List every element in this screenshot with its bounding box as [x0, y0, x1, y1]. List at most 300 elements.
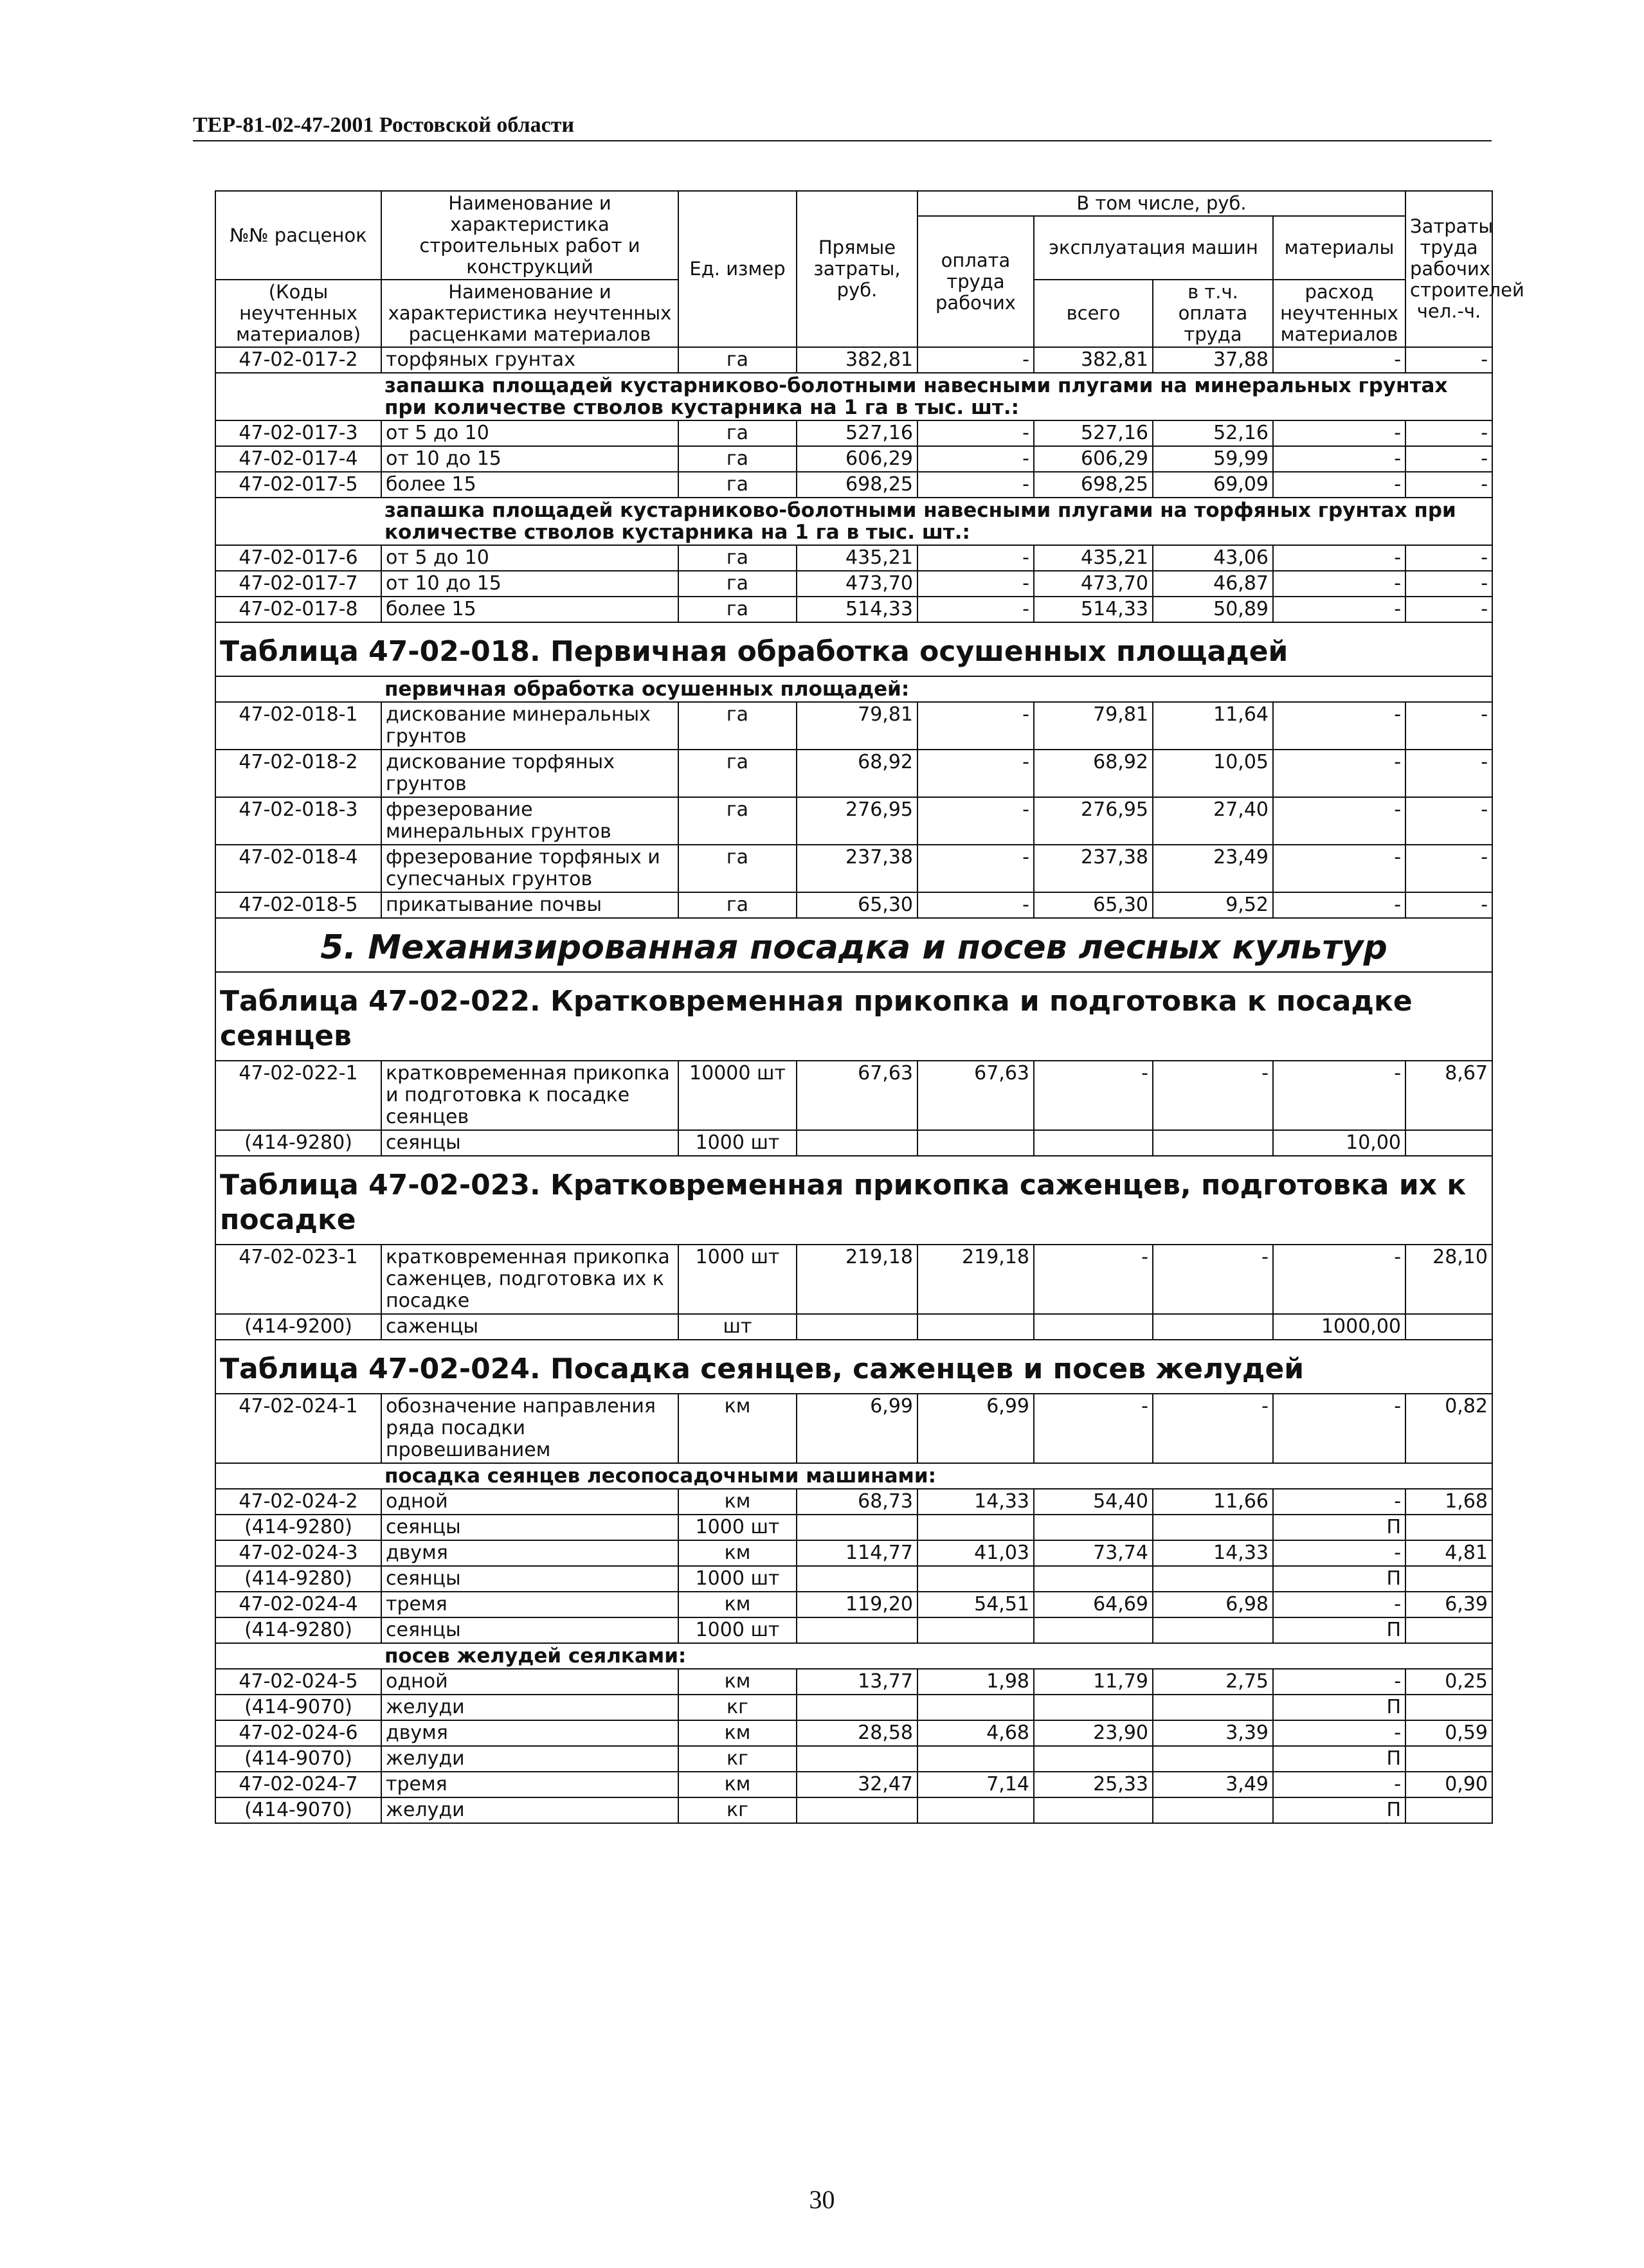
work-name: от 10 до 15 — [381, 571, 678, 597]
table-title-row — [215, 1340, 1492, 1394]
machines-labor: 27,40 — [1153, 797, 1273, 845]
direct-cost — [797, 1314, 917, 1340]
labor-cost: - — [1405, 446, 1492, 472]
labor-pay: - — [917, 420, 1034, 446]
direct-cost: 514,33 — [797, 597, 917, 622]
table-title-row — [215, 1156, 1492, 1245]
machines-labor: 43,06 — [1153, 545, 1273, 571]
table-row — [215, 1746, 1492, 1772]
machines-labor — [1153, 1566, 1273, 1592]
table-row — [215, 845, 1492, 892]
col-code-header: №№ расценок — [215, 191, 381, 280]
labor-pay: 6,99 — [917, 1394, 1034, 1463]
col-code-sub-header: (Коды неучтенных материалов) — [215, 280, 381, 347]
machines-labor: 14,33 — [1153, 1540, 1273, 1566]
rate-code: 47-02-017-6 — [215, 545, 381, 571]
work-name: фрезерование торфяных и супесчаных грунтов — [381, 845, 678, 892]
work-name: одной — [381, 1489, 678, 1515]
labor-pay — [917, 1746, 1034, 1772]
direct-cost: 13,77 — [797, 1669, 917, 1695]
table-row — [215, 1314, 1492, 1340]
group-heading: посадка сеянцев лесопосадочными машинами: — [215, 1463, 1492, 1489]
labor-cost: - — [1405, 797, 1492, 845]
labor-pay: - — [917, 472, 1034, 498]
machines-labor — [1153, 1746, 1273, 1772]
direct-cost: 698,25 — [797, 472, 917, 498]
machines-total: 79,81 — [1034, 702, 1153, 750]
materials: П — [1273, 1515, 1405, 1540]
labor-cost: 0,82 — [1405, 1394, 1492, 1463]
table-row — [215, 750, 1492, 797]
machines-total — [1034, 1130, 1153, 1156]
rate-code: 47-02-017-5 — [215, 472, 381, 498]
table-row — [215, 797, 1492, 845]
machines-total — [1034, 1797, 1153, 1823]
materials: П — [1273, 1746, 1405, 1772]
rate-code: 47-02-024-2 — [215, 1489, 381, 1515]
materials: П — [1273, 1695, 1405, 1720]
col-labor-header: Затраты труда рабочих строителей чел.-ч. — [1405, 191, 1492, 347]
labor-pay: - — [917, 545, 1034, 571]
machines-labor — [1153, 1797, 1273, 1823]
materials: - — [1273, 1061, 1405, 1130]
machines-labor — [1153, 1515, 1273, 1540]
materials: - — [1273, 702, 1405, 750]
rate-code: 47-02-024-3 — [215, 1540, 381, 1566]
rate-code: (414-9070) — [215, 1695, 381, 1720]
unit-cell: км — [678, 1540, 797, 1566]
group-heading: запашка площадей кустарниково-болотными навесными плугами на торфяных грунтах при количестве стволов кустарника на 1 га в тыс. шт.: — [215, 498, 1492, 545]
machines-total: 64,69 — [1034, 1592, 1153, 1617]
machines-labor: 11,66 — [1153, 1489, 1273, 1515]
machines-labor: 59,99 — [1153, 446, 1273, 472]
direct-cost: 527,16 — [797, 420, 917, 446]
labor-pay: - — [917, 892, 1034, 918]
materials: - — [1273, 845, 1405, 892]
group-heading-row — [215, 676, 1492, 702]
labor-pay: - — [917, 845, 1034, 892]
materials: П — [1273, 1617, 1405, 1643]
labor-pay: 7,14 — [917, 1772, 1034, 1797]
table-row — [215, 347, 1492, 373]
unit-cell: км — [678, 1592, 797, 1617]
labor-cost: - — [1405, 597, 1492, 622]
labor-pay: - — [917, 797, 1034, 845]
unit-cell: га — [678, 545, 797, 571]
labor-pay: 1,98 — [917, 1669, 1034, 1695]
labor-pay: 54,51 — [917, 1592, 1034, 1617]
rate-code: 47-02-018-1 — [215, 702, 381, 750]
unit-cell: га — [678, 892, 797, 918]
unit-cell: га — [678, 446, 797, 472]
unit-cell: шт — [678, 1314, 797, 1340]
table-title-row — [215, 622, 1492, 676]
table-row — [215, 702, 1492, 750]
col-mach-total-header: всего — [1034, 280, 1153, 347]
unit-cell: га — [678, 797, 797, 845]
unit-cell: 1000 шт — [678, 1617, 797, 1643]
table-row — [215, 1394, 1492, 1463]
materials: - — [1273, 750, 1405, 797]
machines-labor: 23,49 — [1153, 845, 1273, 892]
rate-code: (414-9280) — [215, 1566, 381, 1592]
labor-cost: - — [1405, 892, 1492, 918]
unit-cell: км — [678, 1669, 797, 1695]
labor-cost — [1405, 1314, 1492, 1340]
table-row — [215, 597, 1492, 622]
labor-pay: 4,68 — [917, 1720, 1034, 1746]
machines-total: 68,92 — [1034, 750, 1153, 797]
labor-pay: 14,33 — [917, 1489, 1034, 1515]
labor-pay: - — [917, 597, 1034, 622]
work-name: желуди — [381, 1797, 678, 1823]
materials: П — [1273, 1797, 1405, 1823]
labor-pay — [917, 1617, 1034, 1643]
col-incl-header: В том числе, руб. — [917, 191, 1405, 216]
work-name: торфяных грунтах — [381, 347, 678, 373]
work-name: от 5 до 10 — [381, 545, 678, 571]
table-row — [215, 1772, 1492, 1797]
machines-total: 65,30 — [1034, 892, 1153, 918]
unit-cell: 1000 шт — [678, 1515, 797, 1540]
work-name: двумя — [381, 1540, 678, 1566]
work-name: прикатывание почвы — [381, 892, 678, 918]
machines-total: 514,33 — [1034, 597, 1153, 622]
labor-pay: - — [917, 446, 1034, 472]
rate-code: 47-02-017-2 — [215, 347, 381, 373]
work-name: желуди — [381, 1746, 678, 1772]
materials: П — [1273, 1566, 1405, 1592]
machines-labor — [1153, 1695, 1273, 1720]
labor-cost: 0,90 — [1405, 1772, 1492, 1797]
rate-code: 47-02-018-3 — [215, 797, 381, 845]
unit-cell: кг — [678, 1746, 797, 1772]
labor-cost: 1,68 — [1405, 1489, 1492, 1515]
unit-cell: га — [678, 702, 797, 750]
machines-labor: - — [1153, 1394, 1273, 1463]
direct-cost — [797, 1797, 917, 1823]
labor-cost: 0,25 — [1405, 1669, 1492, 1695]
table-row — [215, 545, 1492, 571]
table-title: Таблица 47-02-023. Кратковременная прикопка саженцев, подготовка их к посадке — [215, 1156, 1492, 1245]
machines-labor — [1153, 1617, 1273, 1643]
direct-cost: 32,47 — [797, 1772, 917, 1797]
work-name: одной — [381, 1669, 678, 1695]
labor-cost: - — [1405, 750, 1492, 797]
table-row — [215, 420, 1492, 446]
machines-labor: - — [1153, 1061, 1273, 1130]
group-heading: посев желудей сеялками: — [215, 1643, 1492, 1669]
col-unit-header: Ед. измер — [678, 191, 797, 347]
page-number: 30 — [809, 2185, 835, 2214]
machines-total: 54,40 — [1034, 1489, 1153, 1515]
machines-total: 473,70 — [1034, 571, 1153, 597]
labor-pay: - — [917, 347, 1034, 373]
labor-pay: 219,18 — [917, 1245, 1034, 1314]
machines-total: - — [1034, 1061, 1153, 1130]
labor-pay — [917, 1797, 1034, 1823]
rate-code: 47-02-024-6 — [215, 1720, 381, 1746]
machines-total — [1034, 1314, 1153, 1340]
work-name: обозначение направления ряда посадки провешиванием — [381, 1394, 678, 1463]
work-name: саженцы — [381, 1314, 678, 1340]
machines-labor: 9,52 — [1153, 892, 1273, 918]
header-row-1 — [215, 191, 1492, 216]
direct-cost — [797, 1515, 917, 1540]
machines-labor: 2,75 — [1153, 1669, 1273, 1695]
unit-cell: га — [678, 750, 797, 797]
work-name: более 15 — [381, 597, 678, 622]
col-pay-header: оплата труда рабочих — [917, 216, 1034, 347]
table-title: Таблица 47-02-024. Посадка сеянцев, саженцев и посев желудей — [215, 1340, 1492, 1394]
group-heading-row — [215, 1643, 1492, 1669]
labor-pay — [917, 1566, 1034, 1592]
work-name: дискование минеральных грунтов — [381, 702, 678, 750]
machines-total: 606,29 — [1034, 446, 1153, 472]
group-heading-row — [215, 498, 1492, 545]
direct-cost: 65,30 — [797, 892, 917, 918]
rate-code: 47-02-024-1 — [215, 1394, 381, 1463]
work-name: более 15 — [381, 472, 678, 498]
machines-labor: 52,16 — [1153, 420, 1273, 446]
direct-cost: 606,29 — [797, 446, 917, 472]
labor-cost: 8,67 — [1405, 1061, 1492, 1130]
labor-cost: - — [1405, 571, 1492, 597]
unit-cell: га — [678, 571, 797, 597]
machines-total — [1034, 1515, 1153, 1540]
machines-labor: 69,09 — [1153, 472, 1273, 498]
direct-cost: 114,77 — [797, 1540, 917, 1566]
machines-total: 73,74 — [1034, 1540, 1153, 1566]
materials: - — [1273, 472, 1405, 498]
machines-total: 25,33 — [1034, 1772, 1153, 1797]
rate-code: 47-02-017-4 — [215, 446, 381, 472]
machines-labor: 46,87 — [1153, 571, 1273, 597]
machines-labor: - — [1153, 1245, 1273, 1314]
labor-cost — [1405, 1695, 1492, 1720]
group-heading-row — [215, 1463, 1492, 1489]
machines-total: - — [1034, 1394, 1153, 1463]
labor-cost: - — [1405, 545, 1492, 571]
machines-labor: 37,88 — [1153, 347, 1273, 373]
machines-labor: 50,89 — [1153, 597, 1273, 622]
table-row — [215, 1515, 1492, 1540]
rate-code: (414-9280) — [215, 1130, 381, 1156]
machines-total: 11,79 — [1034, 1669, 1153, 1695]
rate-code: (414-9280) — [215, 1617, 381, 1643]
work-name: кратковременная прикопка и подготовка к посадке сеянцев — [381, 1061, 678, 1130]
table-row — [215, 1540, 1492, 1566]
work-name: тремя — [381, 1772, 678, 1797]
materials: - — [1273, 347, 1405, 373]
table-row — [215, 1720, 1492, 1746]
work-name: дискование торфяных грунтов — [381, 750, 678, 797]
labor-pay: - — [917, 750, 1034, 797]
unit-cell: га — [678, 597, 797, 622]
direct-cost: 28,58 — [797, 1720, 917, 1746]
unit-cell: км — [678, 1772, 797, 1797]
labor-cost: - — [1405, 472, 1492, 498]
direct-cost: 237,38 — [797, 845, 917, 892]
labor-pay: 67,63 — [917, 1061, 1034, 1130]
labor-cost: - — [1405, 845, 1492, 892]
machines-total: 23,90 — [1034, 1720, 1153, 1746]
unit-cell: кг — [678, 1797, 797, 1823]
rate-code: 47-02-024-5 — [215, 1669, 381, 1695]
direct-cost: 119,20 — [797, 1592, 917, 1617]
machines-labor — [1153, 1314, 1273, 1340]
unit-cell: 1000 шт — [678, 1245, 797, 1314]
rate-code: (414-9070) — [215, 1746, 381, 1772]
rate-code: 47-02-018-4 — [215, 845, 381, 892]
labor-cost — [1405, 1515, 1492, 1540]
table-row — [215, 1489, 1492, 1515]
machines-labor: 3,49 — [1153, 1772, 1273, 1797]
direct-cost: 79,81 — [797, 702, 917, 750]
unit-cell: га — [678, 347, 797, 373]
work-name: сеянцы — [381, 1617, 678, 1643]
direct-cost: 68,73 — [797, 1489, 917, 1515]
direct-cost: 219,18 — [797, 1245, 917, 1314]
labor-cost: 0,59 — [1405, 1720, 1492, 1746]
labor-cost: - — [1405, 347, 1492, 373]
labor-pay: - — [917, 702, 1034, 750]
materials: 10,00 — [1273, 1130, 1405, 1156]
machines-total: 698,25 — [1034, 472, 1153, 498]
labor-cost: 4,81 — [1405, 1540, 1492, 1566]
materials: - — [1273, 571, 1405, 597]
group-heading: первичная обработка осушенных площадей: — [215, 676, 1492, 702]
direct-cost: 67,63 — [797, 1061, 917, 1130]
group-heading: запашка площадей кустарниково-болотными навесными плугами на минеральных грунтах при количестве стволов кустарника на 1 га в тыс. шт.: — [215, 373, 1492, 420]
work-name: сеянцы — [381, 1566, 678, 1592]
machines-total: 276,95 — [1034, 797, 1153, 845]
document-header: ТЕР-81-02-47-2001 Ростовской области — [193, 113, 1492, 141]
group-heading-row — [215, 373, 1492, 420]
work-name: от 10 до 15 — [381, 446, 678, 472]
rate-code: 47-02-017-8 — [215, 597, 381, 622]
materials: - — [1273, 1772, 1405, 1797]
table-row — [215, 1617, 1492, 1643]
labor-cost: - — [1405, 420, 1492, 446]
rate-code: 47-02-024-4 — [215, 1592, 381, 1617]
rate-code: (414-9200) — [215, 1314, 381, 1340]
materials: - — [1273, 545, 1405, 571]
unit-cell: 1000 шт — [678, 1566, 797, 1592]
col-name-header: Наименование и характеристика строительных работ и конструкций — [381, 191, 678, 280]
work-name: тремя — [381, 1592, 678, 1617]
materials: - — [1273, 446, 1405, 472]
materials: - — [1273, 797, 1405, 845]
machines-total — [1034, 1617, 1153, 1643]
table-row — [215, 1566, 1492, 1592]
col-machines-header: эксплуатация машин — [1034, 216, 1273, 280]
table-row — [215, 472, 1492, 498]
machines-labor: 3,39 — [1153, 1720, 1273, 1746]
labor-cost: 28,10 — [1405, 1245, 1492, 1314]
labor-pay — [917, 1130, 1034, 1156]
direct-cost: 435,21 — [797, 545, 917, 571]
section-title: 5. Механизированная посадка и посев лесных культур — [215, 918, 1492, 972]
machines-total: 382,81 — [1034, 347, 1153, 373]
table-row — [215, 1130, 1492, 1156]
direct-cost — [797, 1617, 917, 1643]
unit-cell: 1000 шт — [678, 1130, 797, 1156]
work-name: кратковременная прикопка саженцев, подготовка их к посадке — [381, 1245, 678, 1314]
materials: 1000,00 — [1273, 1314, 1405, 1340]
materials: - — [1273, 597, 1405, 622]
unit-cell: км — [678, 1489, 797, 1515]
materials: - — [1273, 1669, 1405, 1695]
labor-pay — [917, 1515, 1034, 1540]
materials: - — [1273, 1489, 1405, 1515]
materials: - — [1273, 1394, 1405, 1463]
rate-code: 47-02-017-7 — [215, 571, 381, 597]
rate-code: 47-02-018-5 — [215, 892, 381, 918]
machines-total: - — [1034, 1245, 1153, 1314]
rate-code: 47-02-023-1 — [215, 1245, 381, 1314]
labor-cost — [1405, 1797, 1492, 1823]
labor-pay: - — [917, 571, 1034, 597]
materials: - — [1273, 1720, 1405, 1746]
work-name: двумя — [381, 1720, 678, 1746]
unit-cell: кг — [678, 1695, 797, 1720]
table-row — [215, 1592, 1492, 1617]
col-materials-header: материалы — [1273, 216, 1405, 280]
rate-code: (414-9070) — [215, 1797, 381, 1823]
machines-labor: 11,64 — [1153, 702, 1273, 750]
materials: - — [1273, 892, 1405, 918]
table-title: Таблица 47-02-022. Кратковременная прикопка и подготовка к посадке сеянцев — [215, 972, 1492, 1061]
direct-cost: 276,95 — [797, 797, 917, 845]
machines-labor — [1153, 1130, 1273, 1156]
machines-total — [1034, 1566, 1153, 1592]
labor-cost: 6,39 — [1405, 1592, 1492, 1617]
table-row — [215, 446, 1492, 472]
labor-cost — [1405, 1746, 1492, 1772]
work-name: сеянцы — [381, 1515, 678, 1540]
work-name: от 5 до 10 — [381, 420, 678, 446]
table-row — [215, 1061, 1492, 1130]
rate-code: (414-9280) — [215, 1515, 381, 1540]
direct-cost: 382,81 — [797, 347, 917, 373]
col-name-sub-header: Наименование и характеристика неучтенных расценками материалов — [381, 280, 678, 347]
direct-cost: 473,70 — [797, 571, 917, 597]
materials: - — [1273, 1245, 1405, 1314]
rate-code: 47-02-024-7 — [215, 1772, 381, 1797]
machines-total — [1034, 1695, 1153, 1720]
direct-cost: 6,99 — [797, 1394, 917, 1463]
table-row — [215, 1245, 1492, 1314]
unit-cell: га — [678, 472, 797, 498]
work-name: фрезерование минеральных грунтов — [381, 797, 678, 845]
unit-cell: га — [678, 845, 797, 892]
table-title: Таблица 47-02-018. Первичная обработка осушенных площадей — [215, 622, 1492, 676]
labor-pay — [917, 1314, 1034, 1340]
table-row — [215, 571, 1492, 597]
machines-labor: 10,05 — [1153, 750, 1273, 797]
machines-total: 527,16 — [1034, 420, 1153, 446]
labor-pay: 41,03 — [917, 1540, 1034, 1566]
labor-cost — [1405, 1130, 1492, 1156]
table-row — [215, 1669, 1492, 1695]
table-title-row — [215, 972, 1492, 1061]
labor-pay — [917, 1695, 1034, 1720]
machines-total — [1034, 1746, 1153, 1772]
col-mat-unacc-header: расход неучтенных материалов — [1273, 280, 1405, 347]
rate-code: 47-02-022-1 — [215, 1061, 381, 1130]
col-mach-labor-header: в т.ч. оплата труда — [1153, 280, 1273, 347]
